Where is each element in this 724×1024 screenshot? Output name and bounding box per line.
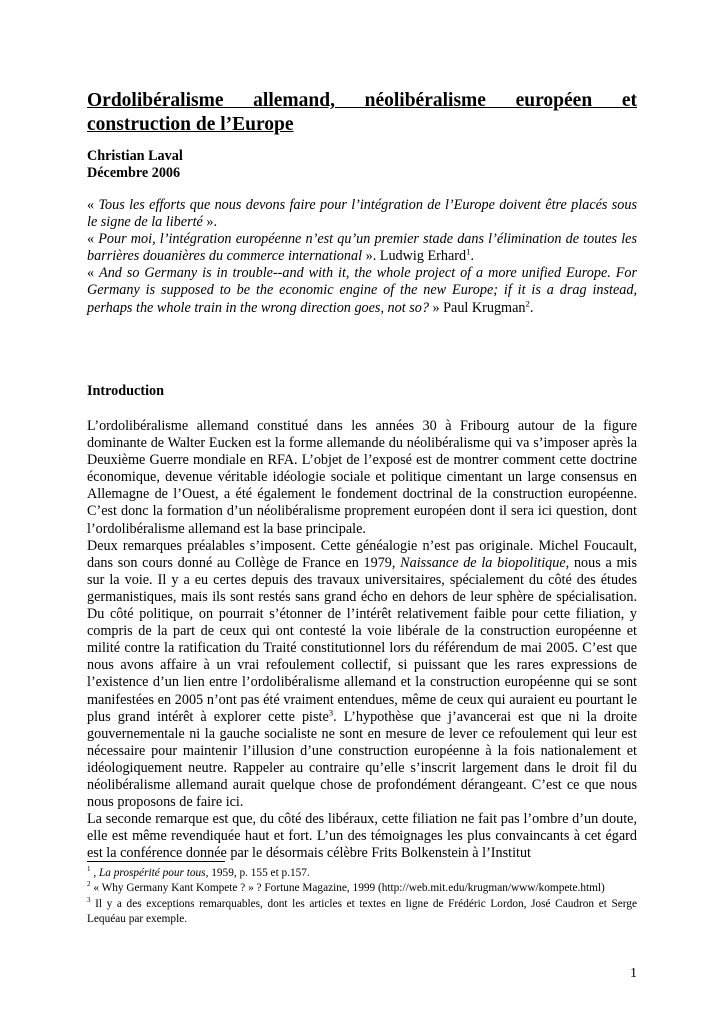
- publication-date: Décembre 2006: [87, 165, 181, 182]
- quote-text: Pour moi, l’intégration européenne n’est qu’un premier stade dans l’élimination de toutes les barrières douanières du commerce international: [87, 231, 637, 265]
- epigraph-quote: « Tous les efforts que nous devons faire pour l’intégration de l’Europe doivent être placés sous le signe de la liberté ».: [87, 197, 637, 231]
- quote-attribution: Ludwig Erhard: [379, 248, 467, 265]
- body-text: [87, 418, 637, 862]
- footnote-ref: 2: [525, 297, 530, 308]
- footnote-ref: 1: [466, 246, 471, 257]
- epigraph-quote: « And so Germany is in trouble--and with it, the whole project of a more unified Europe. For Germany is supposed to be the economic engine of the new Europe; if it is a drag instead, perhaps the whole train in the wrong direction goes, not so? » Paul Krugman$^2$.: [87, 265, 638, 316]
- epigraph-quote: « Pour moi, l’intégration européenne n’est qu’un premier stade dans l’élimination de toutes les barrières douanières du commerce international ». Ludwig Erhard$^1$.: [87, 231, 637, 265]
- quote-attribution: Paul Krugman: [443, 299, 526, 316]
- footnote-ref: 3: [328, 706, 334, 717]
- footnote: $^2$ « Why Germany Kant Kompete ? » ? Fortune Magazine, 1999 (http://web.mit.edu/krugman/www/kompete.html): [87, 880, 605, 895]
- paragraph: La seconde remarque est que, du côté des libéraux, cette filiation ne fait pas l’ombre d’un doute, elle est même revendiquée haut et fort. L’un des témoignages les plus convaincants à cet égard est la conférence donnée par le désormais célèbre Frits Bolkenstein à l’Institut: [87, 811, 637, 862]
- quote-text: Tous les efforts que nous devons faire pour l’intégration de l’Europe doivent être placés sous le signe de la liberté: [87, 197, 637, 231]
- document-page: [87, 0, 637, 1024]
- author-name: Christian Laval: [87, 148, 183, 164]
- section-heading: Introduction: [87, 383, 164, 399]
- paragraph: L’ordolibéralisme allemand constitué dans les années 30 à Fribourg autour de la figure dominante de Walter Eucken est la forme allemande du néolibéralisme qui va s’imposer après la Deuxième Guerre mondiale en RFA. L’objet de l’exposé est de montrer comment cette doctrine économique, devenue véritable idéologie sociale et politique cimentant un large consensus en Allemagne de l’Ouest, a été également le fondement doctrinal de la construction européenne. C’est donc la formation d’un néolibéralisme proprement européen dont il sera ici question, dont l’ordolibéralisme allemand est la base principale.: [87, 418, 637, 537]
- paragraph: Deux remarques préalables s’imposent. Cette généalogie n’est pas originale. Michel Foucault, dans son cours donné au Collège de France en 1979, Naissance de la biopolitique, nous a mis sur la voie. Il y a eu certes depuis des travaux universitaires, spécialement du côté des études germanistiques, mais ils sont restés sans grand écho en dehors de leur sphère de spécialisation. Du côté politique, on pourrait s’étonner de l’intérêt relativement faible pour cette filiation, y compris de la part de ceux qui ont contesté la voie libérale de la construction européenne et milité contre la ratification du Traité constitutionnel lors du référendum de mai 2005. C’est que nous avons affaire à un vrai refoulement collectif, si puissant que les rares expressions de l’existence d’un lien entre l’ordolibéralisme allemand et la construction européenne qui se sont manifestées en 2005 n’ont pas été vraiment entendues, même de ceux qui auraient eu pourtant le plus grand intérêt à explorer cette piste$^3$. L’hypothèse que j’avancerai est que ni la droite gouvernementale ni la gauche socialiste ne sont en mesure de lever ce refoulement qui leur est nécessaire pour maintenir l’illusion d’une construction européenne à la fois nationalement et idéologiquement neutre. Rappeler au contraire qu’elle s’inscrit largement dans le droit fil du néolibéralisme allemand aurait quelque chose de profondément dérangeant. C’est ce que nous nous proposons de faire ici.: [87, 537, 638, 811]
- epigraph-quotes: [87, 197, 637, 317]
- footnote-separator: [87, 861, 225, 862]
- author-block: [87, 148, 183, 182]
- quote-text: And so Germany is in trouble--and with it, the whole project of a more unified Europe. For Germany is supposed to be the economic engine of the new Europe; if it is a drag instead, perhaps the whole train in the wrong direction goes, not so?: [87, 265, 638, 316]
- footnotes: [87, 866, 637, 927]
- page-number: 1: [630, 966, 637, 981]
- footnote: $^1$ , La prospérité pour tous, 1959, p. 155 et p.157.: [87, 865, 310, 879]
- footnote: $^3$ Il y a des exceptions remarquables, dont les articles et textes en ligne de Frédéric Lordon, José Caudron et Serge Lequéau par exemple.: [87, 895, 637, 925]
- document-title: Ordolibéralisme allemand, néolibéralisme européen et construction de l’Europe: [87, 90, 637, 135]
